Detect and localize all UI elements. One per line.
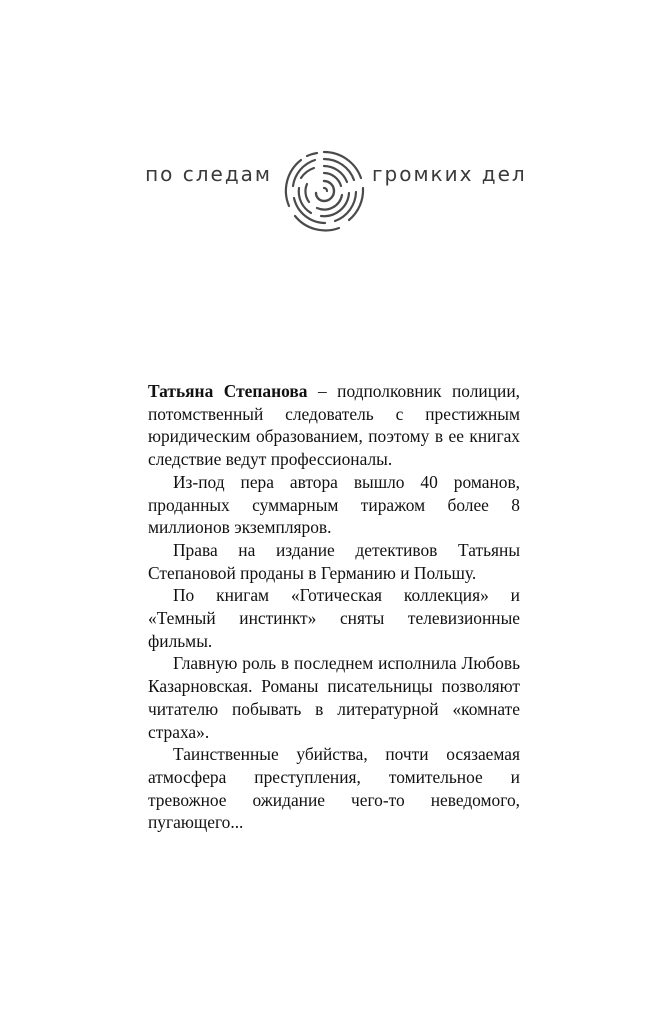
spiral-logo-icon [281, 148, 367, 234]
blurb-paragraph: Из-под пера автора вышло 40 романов, проданных суммарным тиражом более 8 миллионов экземпляров. [148, 471, 520, 538]
blurb-paragraph: Таинственные убийства, почти осязаемая атмосфера преступления, томительное и тревожное ожидание чего-то неведомого, пугающего... [148, 744, 520, 833]
author-name: Татьяна Степанова [148, 381, 308, 401]
author-blurb [148, 380, 520, 834]
series-header [0, 148, 662, 234]
series-title-right: громких дел [372, 162, 527, 186]
blurb-paragraph [148, 380, 520, 471]
blurb-paragraph: Главную роль в последнем исполнила Любовь Казарновская. Романы писательницы позволяют читателю побывать в литературной «комнате страха». [148, 653, 520, 742]
blurb-paragraph-text: – подполковник полиции, потомственный следователь с престижным юридическим образованием, поэтому в ее книгах следствие ведут профессионалы. [148, 381, 520, 470]
blurb-paragraph: Права на издание детективов Татьяны Степановой проданы в Германию и Польшу. [148, 539, 520, 583]
blurb-paragraph: По книгам «Готическая коллекция» и «Темный инстинкт» сняты телевизионные фильмы. [148, 585, 520, 651]
series-title-left: по следам [145, 162, 272, 186]
